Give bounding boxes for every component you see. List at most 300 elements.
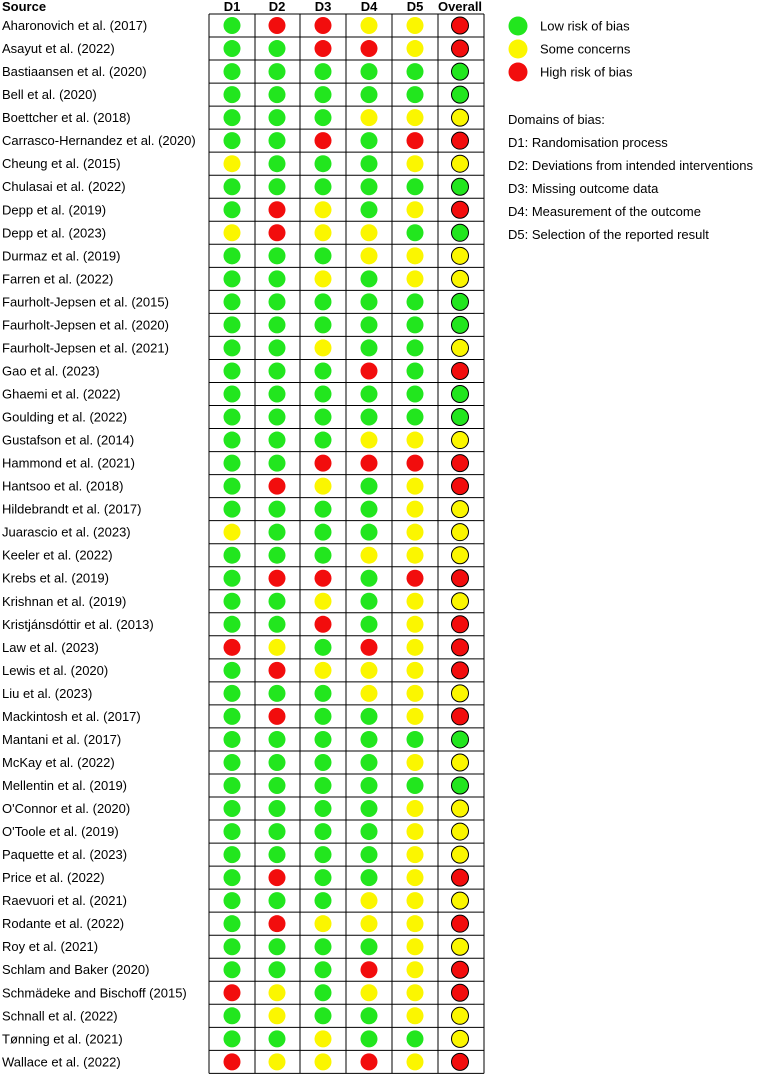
table-row xyxy=(2,455,469,472)
judgement-dot-overall xyxy=(452,777,469,794)
judgement-dot-overall xyxy=(452,132,469,149)
judgement-dot-overall xyxy=(452,754,469,771)
table-row xyxy=(2,915,469,932)
table-row xyxy=(2,616,469,633)
judgement-dot-d2 xyxy=(269,40,286,57)
judgement-dot-d4 xyxy=(361,915,378,932)
judgement-dot-overall xyxy=(452,86,469,103)
judgement-dot-overall xyxy=(452,708,469,725)
judgement-dot-d5 xyxy=(407,961,424,978)
judgement-dot-d3 xyxy=(315,109,332,126)
judgement-dot-d1 xyxy=(224,754,241,771)
judgement-dot-d4 xyxy=(361,385,378,402)
judgement-dot-overall xyxy=(452,662,469,679)
judgement-dot-d2 xyxy=(269,915,286,932)
judgement-dot-d4 xyxy=(361,155,378,172)
source-label: Faurholt-Jepsen et al. (2021) xyxy=(2,340,169,356)
judgement-dot-d4 xyxy=(361,201,378,218)
table-row xyxy=(2,132,469,149)
judgement-dot-d3 xyxy=(315,385,332,402)
source-label: Roy et al. (2021) xyxy=(2,939,99,955)
judgement-dot-overall xyxy=(452,731,469,748)
judgement-dot-overall xyxy=(452,224,469,241)
table-row xyxy=(2,224,469,241)
judgement-dot-d3 xyxy=(315,155,332,172)
judgement-dot-d3 xyxy=(315,846,332,863)
source-label: O'Toole et al. (2019) xyxy=(2,824,119,840)
source-label: McKay et al. (2022) xyxy=(2,754,115,770)
judgement-dot-d3 xyxy=(315,201,332,218)
table-row xyxy=(2,478,469,495)
judgement-dot-d2 xyxy=(269,362,286,379)
judgement-dot-d3 xyxy=(315,455,332,472)
source-label: Faurholt-Jepsen et al. (2020) xyxy=(2,317,169,333)
judgement-dot-d4 xyxy=(361,754,378,771)
judgement-dot-overall xyxy=(452,1030,469,1047)
table-row xyxy=(2,432,469,449)
table-row xyxy=(2,777,469,794)
source-label: Schmädeke and Bischoff (2015) xyxy=(2,985,187,1001)
judgement-dot-d2 xyxy=(269,708,286,725)
source-label: Schlam and Baker (2020) xyxy=(2,962,150,978)
judgement-dot-overall xyxy=(452,362,469,379)
judgement-dot-overall xyxy=(452,455,469,472)
judgement-dot-d3 xyxy=(315,800,332,817)
table-row xyxy=(2,823,469,840)
judgement-dot-d5 xyxy=(407,915,424,932)
judgement-dot-d3 xyxy=(315,1007,332,1024)
legend-label: Some concerns xyxy=(540,41,631,57)
table-row xyxy=(2,178,469,195)
table-row xyxy=(2,846,469,863)
source-label: Asayut et al. (2022) xyxy=(2,41,115,57)
judgement-dot-overall xyxy=(452,869,469,886)
judgement-dot-d2 xyxy=(269,547,286,564)
source-label: Raevuori et al. (2021) xyxy=(2,893,128,909)
judgement-dot-d2 xyxy=(269,201,286,218)
judgement-dot-d3 xyxy=(315,731,332,748)
judgement-dot-d2 xyxy=(269,685,286,702)
judgement-dot-d5 xyxy=(407,478,424,495)
judgement-dot-d1 xyxy=(224,109,241,126)
judgement-dot-d4 xyxy=(361,1007,378,1024)
judgement-dot-d1 xyxy=(224,570,241,587)
source-label: Faurholt-Jepsen et al. (2015) xyxy=(2,294,169,310)
judgement-dot-d3 xyxy=(315,409,332,426)
judgement-dot-d4 xyxy=(361,938,378,955)
source-label: Depp et al. (2023) xyxy=(2,225,107,241)
judgement-dot-d4 xyxy=(361,224,378,241)
table-row xyxy=(2,1030,469,1047)
judgement-dot-d4 xyxy=(361,639,378,656)
judgement-dot-d1 xyxy=(224,339,241,356)
judgement-dot-d4 xyxy=(361,432,378,449)
judgement-dot-d5 xyxy=(407,362,424,379)
source-label: Lewis et al. (2020) xyxy=(2,662,109,678)
judgement-dot-d4 xyxy=(361,570,378,587)
table-row xyxy=(2,63,469,80)
judgement-dot-d3 xyxy=(315,132,332,149)
table-row xyxy=(2,40,469,57)
judgement-dot-d3 xyxy=(315,708,332,725)
source-label: Rodante et al. (2022) xyxy=(2,916,125,932)
judgement-dot-d5 xyxy=(407,224,424,241)
judgement-dot-overall xyxy=(452,501,469,518)
judgement-dot-d5 xyxy=(407,777,424,794)
judgement-dot-d3 xyxy=(315,639,332,656)
source-label: Law et al. (2023) xyxy=(2,639,99,655)
source-label: Liu et al. (2023) xyxy=(2,685,93,701)
judgement-dot-d4 xyxy=(361,961,378,978)
judgement-dot-d3 xyxy=(315,293,332,310)
judgement-dot-d2 xyxy=(269,432,286,449)
judgement-dot-d3 xyxy=(315,86,332,103)
table-row xyxy=(2,86,469,103)
source-label: Bell et al. (2020) xyxy=(2,87,97,103)
table-row xyxy=(2,247,469,264)
judgement-dot-d5 xyxy=(407,800,424,817)
judgement-dot-d5 xyxy=(407,409,424,426)
judgement-dot-d4 xyxy=(361,247,378,264)
judgement-dot-d5 xyxy=(407,616,424,633)
judgement-dot-d5 xyxy=(407,385,424,402)
table-row xyxy=(2,293,469,310)
judgement-dot-d3 xyxy=(315,501,332,518)
table-row xyxy=(2,547,469,564)
judgement-dot-d3 xyxy=(315,570,332,587)
judgement-dot-d5 xyxy=(407,984,424,1001)
judgement-dot-d4 xyxy=(361,685,378,702)
judgement-dot-d4 xyxy=(361,455,378,472)
source-label: Chulasai et al. (2022) xyxy=(2,179,126,195)
judgement-dot-d4 xyxy=(361,984,378,1001)
judgement-dot-d1 xyxy=(224,915,241,932)
judgement-dot-d3 xyxy=(315,478,332,495)
judgement-dot-overall xyxy=(452,524,469,541)
judgement-dot-d1 xyxy=(224,547,241,564)
judgement-dot-d3 xyxy=(315,316,332,333)
judgement-dot-d1 xyxy=(224,777,241,794)
judgement-dot-d1 xyxy=(224,1053,241,1070)
table-row xyxy=(2,731,469,748)
judgement-dot-d5 xyxy=(407,501,424,518)
judgement-dot-overall xyxy=(452,685,469,702)
table-row xyxy=(2,754,469,771)
header-d4: D4 xyxy=(360,0,378,14)
judgement-dot-d5 xyxy=(407,662,424,679)
judgement-dot-d3 xyxy=(315,524,332,541)
judgement-dot-overall xyxy=(452,385,469,402)
judgement-dot-d3 xyxy=(315,662,332,679)
table-row xyxy=(2,362,469,379)
judgement-dot-overall xyxy=(452,339,469,356)
judgement-dot-overall xyxy=(452,1007,469,1024)
table-row xyxy=(2,109,469,126)
judgement-dot-d2 xyxy=(269,17,286,34)
judgement-dot-overall xyxy=(452,155,469,172)
judgement-dot-d1 xyxy=(224,478,241,495)
judgement-dot-d2 xyxy=(269,293,286,310)
judgement-dot-d1 xyxy=(224,247,241,264)
judgement-dot-d1 xyxy=(224,362,241,379)
judgement-dot-d5 xyxy=(407,40,424,57)
judgement-dot-d3 xyxy=(315,892,332,909)
judgement-dot-overall xyxy=(452,178,469,195)
judgement-dot-d1 xyxy=(224,132,241,149)
judgement-dot-d1 xyxy=(224,63,241,80)
judgement-dot-d1 xyxy=(224,961,241,978)
judgement-dot-d2 xyxy=(269,639,286,656)
judgement-dot-d3 xyxy=(315,823,332,840)
legend-swatch-l xyxy=(509,17,528,36)
judgement-dot-d1 xyxy=(224,846,241,863)
judgement-dot-d2 xyxy=(269,478,286,495)
judgement-dot-d4 xyxy=(361,478,378,495)
column-headers xyxy=(2,0,482,14)
judgement-dot-d4 xyxy=(361,616,378,633)
judgement-dot-d4 xyxy=(361,731,378,748)
judgement-dot-d3 xyxy=(315,777,332,794)
judgement-dot-overall xyxy=(452,293,469,310)
source-label: Krishnan et al. (2019) xyxy=(2,593,127,609)
header-d3: D3 xyxy=(314,0,332,14)
judgement-dot-d1 xyxy=(224,501,241,518)
judgement-dot-d1 xyxy=(224,685,241,702)
table-row xyxy=(2,570,469,587)
judgement-dot-overall xyxy=(452,17,469,34)
legend-label: High risk of bias xyxy=(540,64,633,80)
judgement-dot-overall xyxy=(452,984,469,1001)
judgement-dot-d5 xyxy=(407,1007,424,1024)
judgement-dot-d5 xyxy=(407,547,424,564)
judgement-dot-d4 xyxy=(361,362,378,379)
judgement-dot-d1 xyxy=(224,731,241,748)
judgement-dot-d5 xyxy=(407,708,424,725)
judgement-dot-d5 xyxy=(407,1030,424,1047)
table-row xyxy=(2,1053,469,1070)
judgement-dot-d3 xyxy=(315,961,332,978)
judgement-dot-d4 xyxy=(361,800,378,817)
judgement-dot-d5 xyxy=(407,109,424,126)
table-row xyxy=(2,201,469,218)
judgement-dot-d5 xyxy=(407,17,424,34)
judgement-dot-d5 xyxy=(407,155,424,172)
judgement-dot-d2 xyxy=(269,247,286,264)
judgement-dot-d4 xyxy=(361,409,378,426)
table-row xyxy=(2,961,469,978)
judgement-dot-d3 xyxy=(315,1030,332,1047)
source-label: Juarascio et al. (2023) xyxy=(2,524,131,540)
judgement-dot-d2 xyxy=(269,1053,286,1070)
judgement-dot-d2 xyxy=(269,938,286,955)
judgement-dot-d5 xyxy=(407,201,424,218)
judgement-dot-d2 xyxy=(269,63,286,80)
table-row xyxy=(2,984,469,1001)
judgement-dot-d1 xyxy=(224,823,241,840)
judgement-dot-d2 xyxy=(269,616,286,633)
judgement-dot-d1 xyxy=(224,938,241,955)
table-row xyxy=(2,524,469,541)
judgement-dot-overall xyxy=(452,616,469,633)
judgement-dot-d4 xyxy=(361,708,378,725)
source-label: Boettcher et al. (2018) xyxy=(2,110,131,126)
judgement-dot-d1 xyxy=(224,17,241,34)
judgement-dot-d5 xyxy=(407,938,424,955)
source-label: Mackintosh et al. (2017) xyxy=(2,708,141,724)
judgement-dot-d3 xyxy=(315,616,332,633)
judgement-dot-d1 xyxy=(224,385,241,402)
source-label: Ghaemi et al. (2022) xyxy=(2,386,121,402)
judgement-dot-d2 xyxy=(269,800,286,817)
source-label: Krebs et al. (2019) xyxy=(2,570,109,586)
judgement-dot-d3 xyxy=(315,754,332,771)
table-row xyxy=(2,385,469,402)
table-row xyxy=(2,708,469,725)
judgement-dot-d3 xyxy=(315,247,332,264)
judgement-dot-d4 xyxy=(361,293,378,310)
judgement-dot-d3 xyxy=(315,685,332,702)
judgement-dot-overall xyxy=(452,478,469,495)
legend-swatch-h xyxy=(509,63,528,82)
judgement-dot-overall xyxy=(452,570,469,587)
judgement-dot-d2 xyxy=(269,869,286,886)
judgement-dot-d4 xyxy=(361,662,378,679)
judgement-dot-d1 xyxy=(224,892,241,909)
domain-description: D2: Deviations from intended interventions xyxy=(508,158,753,173)
judgement-dot-d1 xyxy=(224,616,241,633)
domain-description: D4: Measurement of the outcome xyxy=(508,204,701,219)
header-d1: D1 xyxy=(223,0,241,14)
judgement-dot-overall xyxy=(452,109,469,126)
judgement-dot-d3 xyxy=(315,938,332,955)
source-label: Tønning et al. (2021) xyxy=(2,1031,123,1047)
judgement-dot-d3 xyxy=(315,593,332,610)
judgement-dot-d2 xyxy=(269,132,286,149)
judgement-dot-d4 xyxy=(361,1053,378,1070)
judgement-dot-d1 xyxy=(224,593,241,610)
judgement-dot-d3 xyxy=(315,984,332,1001)
judgement-dot-d1 xyxy=(224,524,241,541)
judgement-dot-d1 xyxy=(224,662,241,679)
judgement-dot-d1 xyxy=(224,984,241,1001)
judgement-dot-overall xyxy=(452,270,469,287)
judgement-dot-overall xyxy=(452,1053,469,1070)
judgement-dot-d5 xyxy=(407,86,424,103)
judgement-dot-d4 xyxy=(361,339,378,356)
judgement-dot-overall xyxy=(452,593,469,610)
table-row xyxy=(2,938,469,955)
source-label: O'Connor et al. (2020) xyxy=(2,801,131,817)
judgement-dot-d5 xyxy=(407,754,424,771)
judgement-dot-d3 xyxy=(315,432,332,449)
judgement-dot-d4 xyxy=(361,109,378,126)
judgement-dot-d4 xyxy=(361,178,378,195)
judgement-dot-d2 xyxy=(269,501,286,518)
judgement-dot-d2 xyxy=(269,270,286,287)
judgement-dot-d2 xyxy=(269,846,286,863)
judgement-dot-d2 xyxy=(269,731,286,748)
judgement-dot-d2 xyxy=(269,754,286,771)
judgement-dot-overall xyxy=(452,63,469,80)
judgement-dot-d4 xyxy=(361,17,378,34)
source-label: Cheung et al. (2015) xyxy=(2,156,121,172)
judgement-dot-d5 xyxy=(407,1053,424,1070)
judgement-dot-d1 xyxy=(224,639,241,656)
judgement-dot-overall xyxy=(452,639,469,656)
judgement-dot-d5 xyxy=(407,270,424,287)
judgement-dot-overall xyxy=(452,547,469,564)
judgement-dot-d2 xyxy=(269,409,286,426)
source-label: Bastiaansen et al. (2020) xyxy=(2,64,147,80)
judgement-dot-d5 xyxy=(407,432,424,449)
table-row xyxy=(2,1007,469,1024)
table-row xyxy=(2,662,469,679)
judgement-dot-d2 xyxy=(269,777,286,794)
judgement-dot-d2 xyxy=(269,524,286,541)
judgement-dot-d2 xyxy=(269,339,286,356)
judgement-dot-d3 xyxy=(315,869,332,886)
grid xyxy=(209,14,484,1073)
source-label: Gao et al. (2023) xyxy=(2,363,100,379)
domains-title: Domains of bias: xyxy=(508,112,605,127)
judgement-dot-d3 xyxy=(315,1053,332,1070)
judgement-dot-d4 xyxy=(361,1030,378,1047)
judgement-dot-d1 xyxy=(224,178,241,195)
header-overall: Overall xyxy=(437,0,483,14)
judgement-dot-d5 xyxy=(407,570,424,587)
judgement-dot-d3 xyxy=(315,362,332,379)
table-row xyxy=(2,685,469,702)
judgement-dot-d4 xyxy=(361,63,378,80)
table-row xyxy=(2,17,469,34)
judgement-dot-d5 xyxy=(407,293,424,310)
table-row xyxy=(2,639,469,656)
source-label: Paquette et al. (2023) xyxy=(2,847,128,863)
source-label: Price et al. (2022) xyxy=(2,870,105,886)
judgement-dot-d3 xyxy=(315,17,332,34)
table-row xyxy=(2,593,469,610)
judgement-dot-d1 xyxy=(224,455,241,472)
judgement-dot-d1 xyxy=(224,708,241,725)
source-label: Mellentin et al. (2019) xyxy=(2,778,128,794)
judgement-dot-d3 xyxy=(315,63,332,80)
judgement-dot-d3 xyxy=(315,915,332,932)
judgement-dot-d5 xyxy=(407,316,424,333)
table-row xyxy=(2,316,469,333)
legend xyxy=(508,17,753,243)
judgement-dot-overall xyxy=(452,823,469,840)
judgement-dot-d4 xyxy=(361,524,378,541)
judgement-dot-overall xyxy=(452,938,469,955)
judgement-dot-d3 xyxy=(315,178,332,195)
domain-description: D1: Randomisation process xyxy=(508,135,668,150)
table-row xyxy=(2,800,469,817)
judgement-dot-d2 xyxy=(269,155,286,172)
table-row xyxy=(2,155,469,172)
table-row xyxy=(2,892,469,909)
source-label: Gustafson et al. (2014) xyxy=(2,432,135,448)
judgement-dot-d5 xyxy=(407,247,424,264)
table-row xyxy=(2,270,469,287)
judgement-dot-d2 xyxy=(269,570,286,587)
judgement-dot-d4 xyxy=(361,777,378,794)
table-row xyxy=(2,339,469,356)
judgement-dot-d1 xyxy=(224,155,241,172)
judgement-dot-d4 xyxy=(361,593,378,610)
judgement-dot-d2 xyxy=(269,385,286,402)
judgement-dot-d4 xyxy=(361,547,378,564)
legend-label: Low risk of bias xyxy=(540,18,630,34)
